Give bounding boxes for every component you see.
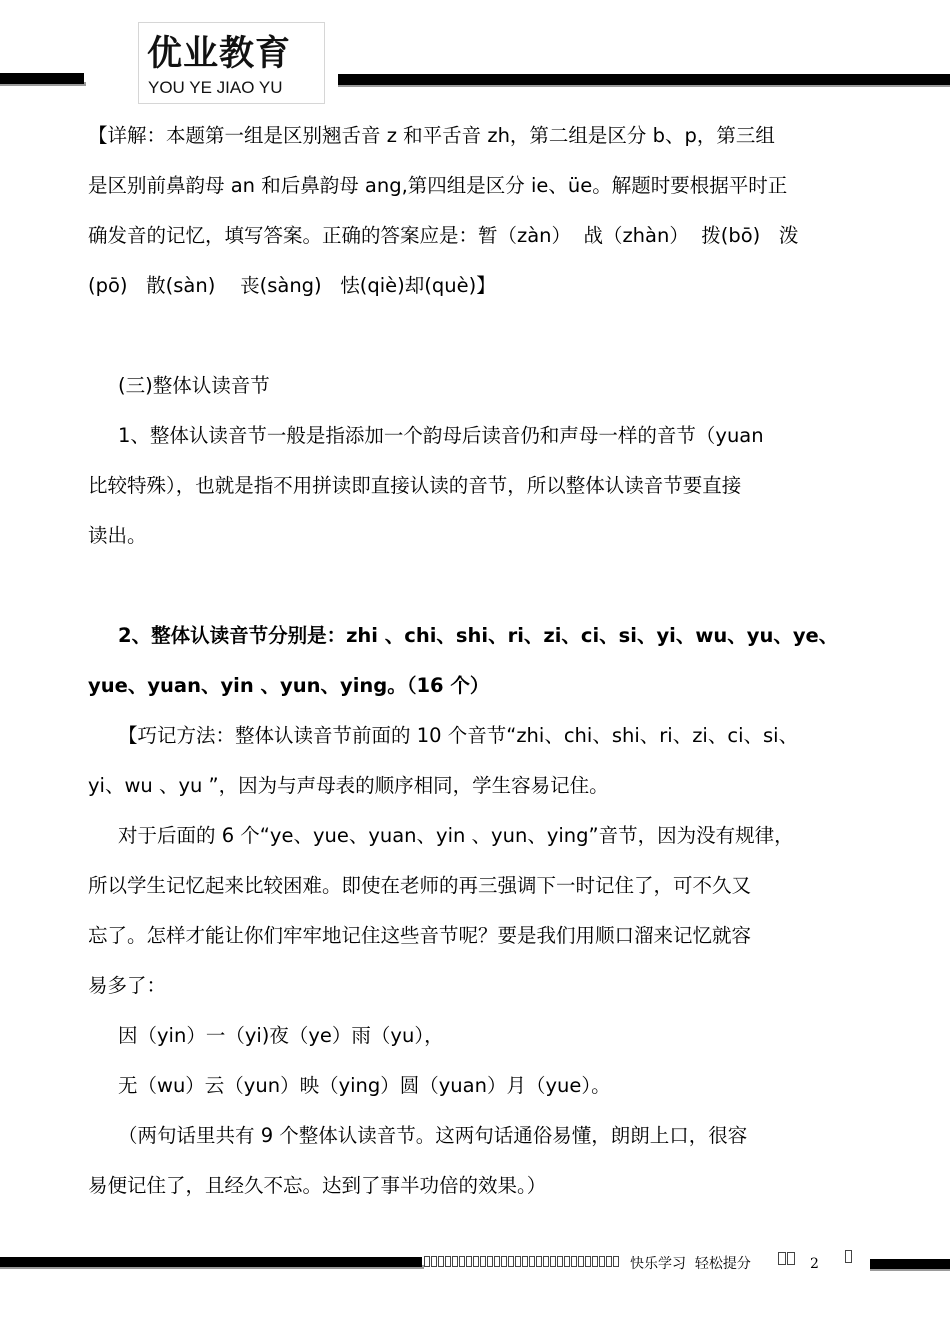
paragraph-line-1: 对于后面的 6 个“ye、yue、yuan、yin 、yun、ying”音节，因为没有规律， — [118, 824, 794, 847]
point-1-line-2: 比较特殊），也就是指不用拼读即直接认读的音节，所以整体认读音节要直接 — [88, 474, 742, 497]
paragraph-line-2: 所以学生记忆起来比较困难。即使在老师的再三强调下一时记住了，可不久又 — [88, 874, 752, 897]
point-2-line-2: yue、yuan、yin 、yun、ying。（16 个） — [88, 674, 490, 697]
logo-english-text: YOU YE JIAO YU — [148, 78, 283, 97]
logo-chinese-text: 优业教育 — [147, 34, 292, 74]
explanation-line-3: 确发音的记忆，填写答案。正确的答案应是：暂（zàn） 战（zhàn） 拨(bō) 泼 — [88, 224, 799, 247]
explanation-line-2: 是区别前鼻韵母 an 和后鼻韵母 ang,第四组是区分 ie、üe。解题时要根据平时正 — [88, 174, 788, 197]
header-rule-left — [0, 73, 84, 84]
page-number: 2 — [810, 1256, 819, 1272]
mnemonic-line-2: yi、wu 、yu ”，因为与声母表的顺序相同，学生容易记住。 — [88, 774, 609, 797]
explanation-line-1: 【详解：本题第一组是区别翘舌音 z 和平舌音 zh，第二组是区分 b、p，第三组 — [88, 124, 775, 147]
header-rule-right — [338, 74, 950, 85]
point-2-line-1: 2、整体认读音节分别是：zhi 、chi、shi、ri、zi、ci、si、yi、wu、yu、ye、 — [118, 624, 839, 647]
explanation-line-4: (pō) 散(sàn) 丧(sàng) 怯(qiè)却(què)】 — [88, 274, 496, 297]
mnemonic-line-1: 【巧记方法：整体认读音节前面的 10 个音节“zhi、chi、shi、ri、zi、ci、si、 — [118, 724, 799, 747]
note-line-2: 易便记住了，且经久不忘。达到了事半功倍的效果。） — [88, 1174, 547, 1197]
footer-rule-right — [870, 1259, 950, 1269]
section-heading: (三)整体认读音节 — [118, 374, 270, 397]
paragraph-line-4: 易多了： — [88, 974, 167, 997]
logo — [138, 22, 325, 104]
footer-missing-glyphs — [424, 1256, 619, 1270]
point-1-line-1: 1、整体认读音节一般是指添加一个韵母后读音仍和声母一样的音节（yuan — [118, 424, 764, 447]
rhyme-line-1: 因（yin）一（yi)夜（ye）雨（yu）， — [118, 1024, 444, 1047]
footer-rule-left — [0, 1257, 422, 1267]
footer-slogan-trailing-glyphs — [778, 1252, 795, 1266]
note-line-1: （两句话里共有 9 个整体认读音节。这两句话通俗易懂，朗朗上口，很容 — [118, 1124, 748, 1147]
footer-slogan: 快乐学习 轻松提分 — [630, 1256, 751, 1272]
point-1-line-3: 读出。 — [88, 524, 147, 547]
page-number-trailing-glyph — [845, 1250, 852, 1264]
rhyme-line-2: 无（wu）云（yun）映（ying）圆（yuan）月（yue）。 — [118, 1074, 611, 1097]
paragraph-line-3: 忘了。怎样才能让你们牢牢地记住这些音节呢？要是我们用顺口溜来记忆就容 — [88, 924, 752, 947]
